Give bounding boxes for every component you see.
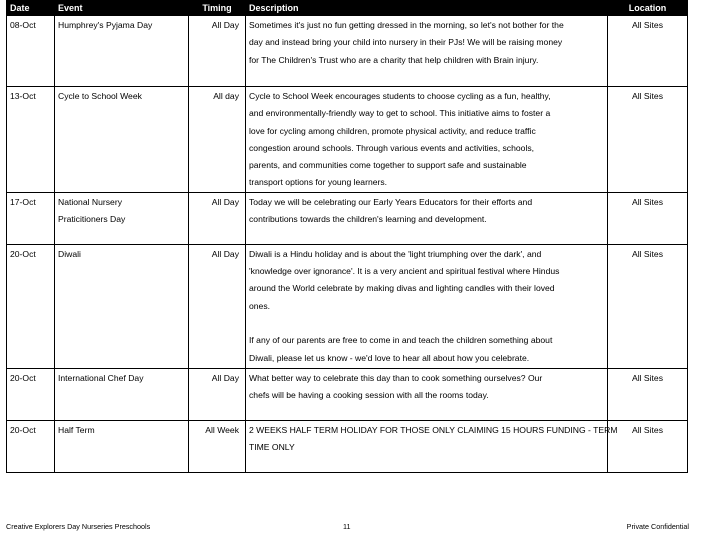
table-header-row — [7, 1, 688, 16]
event-description — [246, 192, 608, 244]
event-name — [55, 368, 189, 420]
header-description: Description — [246, 1, 608, 16]
event-timing: All Week — [189, 420, 246, 472]
description-line: ones. — [249, 300, 271, 311]
event-name-line: Cycle to School Week — [58, 91, 142, 101]
event-timing: All day — [189, 87, 246, 193]
event-name — [55, 420, 189, 472]
event-description — [246, 87, 608, 193]
event-name-line: Praticitioners Day — [58, 214, 126, 225]
event-timing: All Day — [189, 368, 246, 420]
event-location: All Sites — [608, 244, 688, 368]
description-line: for The Children's Trust who are a charity that help children with Brain injury. — [249, 54, 539, 65]
paragraph-gap — [249, 315, 604, 332]
event-date: 13-Oct — [7, 87, 55, 193]
description-line: Diwali is a Hindu holiday and is about the 'light triumphing over the dark', and — [249, 248, 542, 259]
event-name — [55, 192, 189, 244]
header-location: Location — [608, 1, 688, 16]
event-description — [246, 420, 618, 472]
event-location: All Sites — [608, 87, 688, 193]
description-line: transport options for young learners. — [249, 177, 388, 188]
footer-confidential: Private Confidential — [626, 522, 689, 531]
event-name-line: Diwali — [58, 248, 81, 259]
description-line: parents, and communities come together to support safe and sustainable — [249, 160, 527, 171]
description-line: 'knowledge over ignorance'. It is a very ancient and spiritual festival where Hindus — [249, 266, 560, 277]
description-line: and environmentally-friendly way to get to school. This initiative aims to foster a — [249, 108, 551, 119]
description-line: Today we will be celebrating our Early Years Educators for their efforts and — [249, 196, 533, 207]
event-name — [55, 87, 189, 193]
description-line: TIME ONLY — [249, 442, 295, 453]
event-date: 08-Oct — [7, 16, 55, 87]
header-date: Date — [7, 1, 55, 16]
event-date: 20-Oct — [7, 420, 55, 472]
description-line: congestion around schools. Through various events and activities, schools, — [249, 142, 535, 153]
table-row — [7, 420, 688, 472]
table-body — [7, 16, 688, 473]
table-row — [7, 368, 688, 420]
description-line: chefs will be having a cooking session with all the rooms today. — [249, 390, 489, 401]
event-description — [246, 244, 608, 368]
header-event: Event — [55, 1, 189, 16]
event-name-line: Half Term — [58, 424, 95, 435]
description-line: If any of our parents are free to come in and teach the children something about — [249, 335, 553, 346]
description-line: love for cycling among children, promote physical activity, and reduce traffic — [249, 125, 536, 136]
event-location: All Sites — [608, 368, 688, 420]
events-table — [6, 0, 688, 473]
description-line: 2 WEEKS HALF TERM HOLIDAY FOR THOSE ONLY CLAIMING 15 HOURS FUNDING - TERM — [249, 424, 618, 435]
table-row — [7, 16, 688, 87]
event-date: 20-Oct — [7, 244, 55, 368]
event-date: 17-Oct — [7, 192, 55, 244]
description-line: contributions towards the children's learning and development. — [249, 214, 487, 225]
event-timing: All Day — [189, 244, 246, 368]
description-line: Cycle to School Week encourages students to choose cycling as a fun, healthy, — [249, 91, 551, 101]
description-line: Diwali, please let us know - we'd love to hear all about how you celebrate. — [249, 352, 530, 363]
description-line: What better way to celebrate this day than to cook something ourselves? Our — [249, 372, 543, 383]
event-location: All Sites — [608, 192, 688, 244]
event-timing: All Day — [189, 192, 246, 244]
footer-page-number: 11 — [343, 522, 351, 531]
event-name — [55, 244, 189, 368]
table-row — [7, 192, 688, 244]
footer-company: Creative Explorers Day Nurseries Preschools — [6, 522, 151, 531]
event-name-line: International Chef Day — [58, 372, 144, 383]
event-location: All Sites — [608, 16, 688, 87]
event-name-line: Humphrey's Pyjama Day — [58, 20, 153, 30]
description-line: around the World celebrate by making divas and lighting candles with their loved — [249, 283, 555, 294]
event-timing: All Day — [189, 16, 246, 87]
event-name — [55, 16, 189, 87]
event-description — [246, 368, 608, 420]
description-line: Sometimes it's just no fun getting dressed in the morning, so let's not bother for the — [249, 20, 564, 30]
event-date: 20-Oct — [7, 368, 55, 420]
header-timing: Timing — [189, 1, 246, 16]
description-line: day and instead bring your child into nursery in their PJs! We will be raising money — [249, 37, 563, 48]
table-row — [7, 87, 688, 193]
event-description — [246, 16, 608, 87]
table-row — [7, 244, 688, 368]
event-name-line: National Nursery — [58, 196, 122, 207]
event-location: All Sites — [608, 420, 688, 472]
